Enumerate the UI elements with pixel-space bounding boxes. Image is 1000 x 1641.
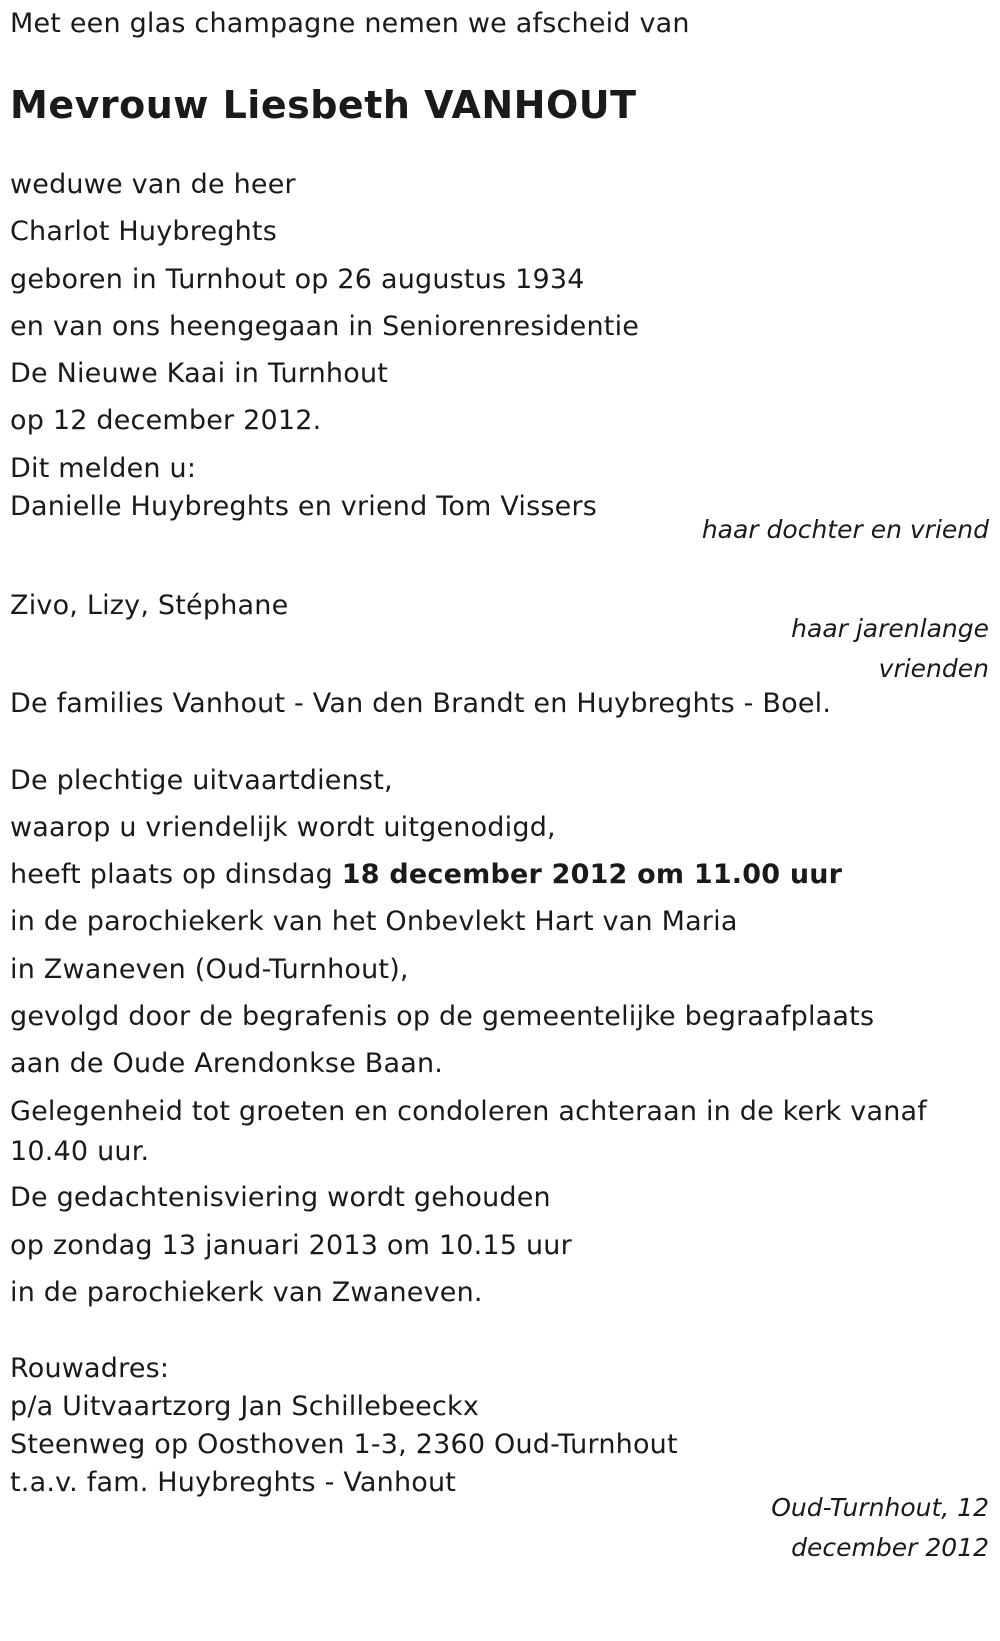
service-line: De plechtige uitvaartdienst, [10,765,393,796]
service-line: waarop u vriendelijk wordt uitgenodigd, [10,812,556,843]
service-date-bold: 18 december 2012 om 11.00 uur [341,859,843,890]
mourner-relation: haar jarenlange vrienden [791,614,989,683]
mourner-names: Zivo, Lizy, Stéphane [10,590,289,621]
bio-line: Charlot Huybreghts [10,216,277,247]
service-line-date [10,859,842,891]
service-line: Gelegenheid tot groeten en condoleren achteraan in de kerk vanaf 10.40 uur. [10,1096,927,1167]
mourner-names: De families Vanhout - Van den Brandt en Huybreghts - Boel. [10,688,832,719]
bio-line: op 12 december 2012. [10,405,322,436]
service-line: op zondag 13 januari 2013 om 10.15 uur [10,1230,572,1261]
address-line: t.a.v. fam. Huybreghts - Vanhout [10,1467,457,1498]
service-line: in de parochiekerk van Zwaneven. [10,1277,483,1308]
deceased-name: Mevrouw Liesbeth VANHOUT [10,83,637,127]
service-line: De gedachtenisviering wordt gehouden [10,1182,551,1213]
bio-line: De Nieuwe Kaai in Turnhout [10,358,389,389]
announce-label: Dit melden u: [10,453,197,484]
address-line: Steenweg op Oosthoven 1-3, 2360 Oud-Turnhout [10,1429,678,1460]
service-line: aan de Oude Arendonkse Baan. [10,1048,444,1079]
intro-text: Met een glas champagne nemen we afscheid van [10,8,690,39]
service-date-prefix: heeft plaats op dinsdag [10,859,342,890]
address-label: Rouwadres: [10,1353,170,1384]
service-line: in de parochiekerk van het Onbevlekt Hart van Maria [10,906,738,937]
bio-line: geboren in Turnhout op 26 augustus 1934 [10,264,585,295]
address-line: p/a Uitvaartzorg Jan Schillebeeckx [10,1391,480,1422]
place-date: Oud-Turnhout, 12 december 2012 [771,1493,989,1562]
service-line: in Zwaneven (Oud-Turnhout), [10,954,409,985]
mourner-names: Danielle Huybreghts en vriend Tom Vissers [10,491,598,522]
mourner-relation: haar dochter en vriend [701,515,989,544]
bio-line: en van ons heengegaan in Seniorenresidentie [10,311,640,342]
service-line: gevolgd door de begrafenis op de gemeentelijke begraafplaats [10,1001,875,1032]
bio-line: weduwe van de heer [10,169,296,200]
